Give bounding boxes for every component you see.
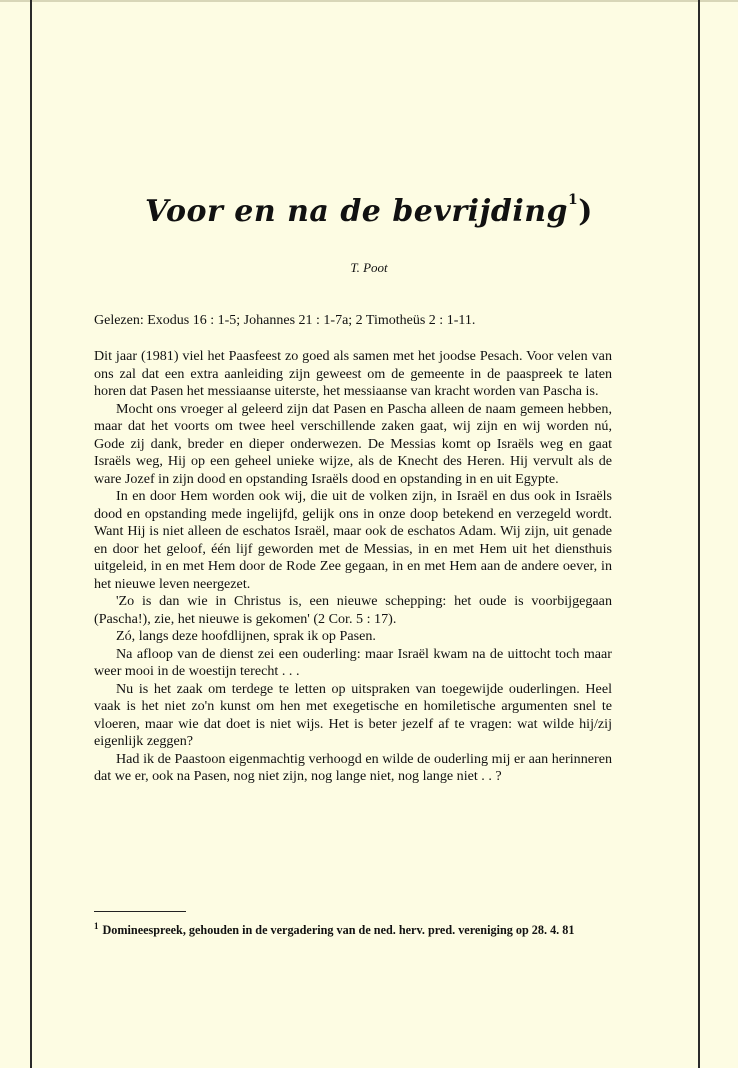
footnote (94, 919, 612, 938)
title-closing-paren: ) (578, 194, 593, 229)
body-paragraph: Zó, langs deze hoofdlijnen, sprak ik op Pasen. (116, 628, 376, 644)
article-title-text: Voor en na de bevrijding (144, 194, 569, 229)
body-paragraph: Na afloop van de dienst zei een ouderling: maar Israël kwam na de uittocht toch maar weer mooi in de woestijn terecht . . . (94, 645, 612, 679)
title-footnote-mark: 1 (568, 192, 579, 208)
page-top-edge (0, 0, 738, 2)
body-paragraph: Mocht ons vroeger al geleerd zijn dat Pasen en Pascha alleen de naam gemeen hebben, maar dat het voorts om twee heel verschillende zaken gaat, wij zijn en wij worden nú, Gode zij dank, breder en dieper onderwezen. De Messias komt op Israëls weg en gaat Israëls weg, Hij op een geheel unieke wijze, als de Knecht des Heren. Hij vervult als de ware Jozef in zijn dood en opstanding Israëls dood en opstanding in en uit Egypte. (94, 400, 612, 487)
page-left-edge (30, 0, 32, 1068)
body-paragraph: Had ik de Paastoon eigenmachtig verhoogd en wilde de ouderling mij er aan herinneren dat we er, ook na Pasen, nog niet zijn, nog lange niet, nog lange niet . . ? (94, 750, 612, 784)
article-body (94, 348, 612, 786)
footnote-divider (94, 911, 186, 912)
body-paragraph: Dit jaar (1981) viel het Paasfeest zo goed als samen met het joodse Pesach. Voor velen van ons zal dat een extra aanleiding zijn geweest om de gemeente in de paaspreek te laten horen dat Pasen het messiaanse uiterste, het messiaanse van kracht worden van Pascha is. (94, 348, 612, 399)
page-right-edge (698, 0, 700, 1068)
article-author: T. Poot (350, 260, 388, 275)
body-paragraph: 'Zo is dan wie in Christus is, een nieuwe schepping: het oude is voorbijgegaan (Pascha!), zie, het nieuwe is gekomen' (2 Cor. 5 : 17). (94, 593, 612, 627)
footnote-text: Domineespreek, gehouden in de vergadering van de ned. herv. pred. vereniging op 28. 4. 81 (102, 923, 575, 938)
body-paragraph: In en door Hem worden ook wij, die uit de volken zijn, in Israël en dus ook in Israëls dood en opstanding mede ingelijfd, gelijk ons in onze doop betekend en verzegeld wordt. Want Hij is niet alleen de eschatos Israël, maar ook de eschatos Adam. Wij zijn, uit genade en door het geloof, één lijf geworden met de Messias, in en met Hem uit het diensthuis uitgeleid, in en met Hem door de Rode Zee gegaan, in en met Hem aan de andere oever, in het nieuwe leven neergezet. (94, 488, 612, 592)
footnote-mark: 1 (94, 921, 99, 931)
article-title (0, 194, 738, 229)
body-paragraph: Nu is het zaak om terdege te letten op uitspraken van toegewijde ouderlingen. Heel vaak is het niet zo'n kunst om hen met exegetische en homiletische argumenten snel te vloeren, maar wie dat doet is niet wijs. Het is beter jezelf af te vragen: wat wilde hij/zij eigenlijk zeggen? (94, 680, 612, 749)
scripture-readings: Gelezen: Exodus 16 : 1-5; Johannes 21 : 1-7a; 2 Timotheüs 2 : 1-11. (94, 313, 476, 328)
